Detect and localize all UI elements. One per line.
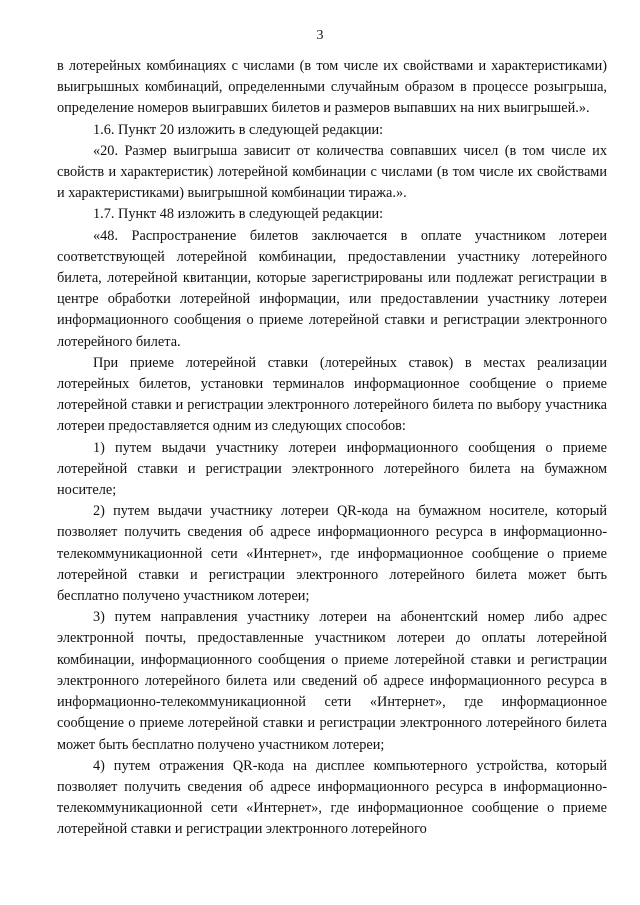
paragraph-clause-48: «48. Распространение билетов заключается в оплате участником лотереи соответствующей лотерейной комбинации, предоставлении участнику лотерейного билета, лотерейной квитанции, которые зарегистрированы или подлежат регистрации в центре обработки лотерейной информации, или предоставлении участнику лотереи информационного сообщения о приеме лотерейной ставки и регистрации электронного лотерейного билета. — [57, 227, 607, 350]
paragraph-continuation: в лотерейных комбинациях с числами (в том числе их свойствами и характеристиками) выигрышных комбинаций, определенными случайным образом в процессе розыгрыша, определение номеров выигравших билетов и размеров выпавших на них выигрышей.». — [57, 58, 607, 117]
paragraph-method-1: 1) путем выдачи участнику лотереи информационного сообщения о приеме лотерейной ставки и регистрации электронного лотерейного билета на бумажном носителе; — [57, 439, 607, 499]
paragraph-method-4: 4) путем отражения QR-кода на дисплее компьютерного устройства, который позволяет получить сведения об адресе информационного ресурса в информационно-телекоммуникационной сети «Интернет», где информационное сообщение о приеме лотерейной ставки и регистрации электронного лотерейного — [57, 757, 607, 838]
paragraph-ticket-acceptance: При приеме лотерейной ставки (лотерейных ставок) в местах реализации лотерейных билетов, установки терминалов информационное сообщение о приеме лотерейной ставки и регистрации электронного лотерейного билета по выбору участника лотереи предоставляется одним из следующих способов: — [57, 354, 607, 435]
paragraph-method-3: 3) путем направления участнику лотереи на абонентский номер либо адрес электронной почты, предоставленные участником лотереи до оплаты лотерейной комбинации, информационного сообщения о приеме лотерейной ставки и регистрации электронного лотерейного билета или сведений об адресе информационного ресурса в информационно-телекоммуникационной сети «Интернет», где информационное сообщение о приеме лотерейной ставки и регистрации электронного лотерейного билета может быть бесплатно получено участником лотереи; — [57, 609, 607, 753]
paragraph-clause-20: «20. Размер выигрыша зависит от количества совпавших чисел (в том числе их свойств и характеристик) лотерейной комбинации с числами (в том числе их свойствами и характеристиками) выигрышной комбинации тиража.». — [57, 142, 607, 202]
paragraph-item-1-7: 1.7. Пункт 48 изложить в следующей редакции: — [93, 206, 384, 223]
page-number: 3 — [316, 28, 324, 43]
document-body — [57, 56, 607, 841]
paragraph-item-1-6: 1.6. Пункт 20 изложить в следующей редакции: — [93, 121, 384, 138]
paragraph-method-2: 2) путем выдачи участнику лотереи QR-кода на бумажном носителе, который позволяет получить сведения об адресе информационного ресурса в информационно-телекоммуникационной сети «Интернет», где информационное сообщение о приеме лотерейной ставки и регистрации электронного лотерейного билета может быть бесплатно получено участником лотереи; — [57, 503, 607, 605]
